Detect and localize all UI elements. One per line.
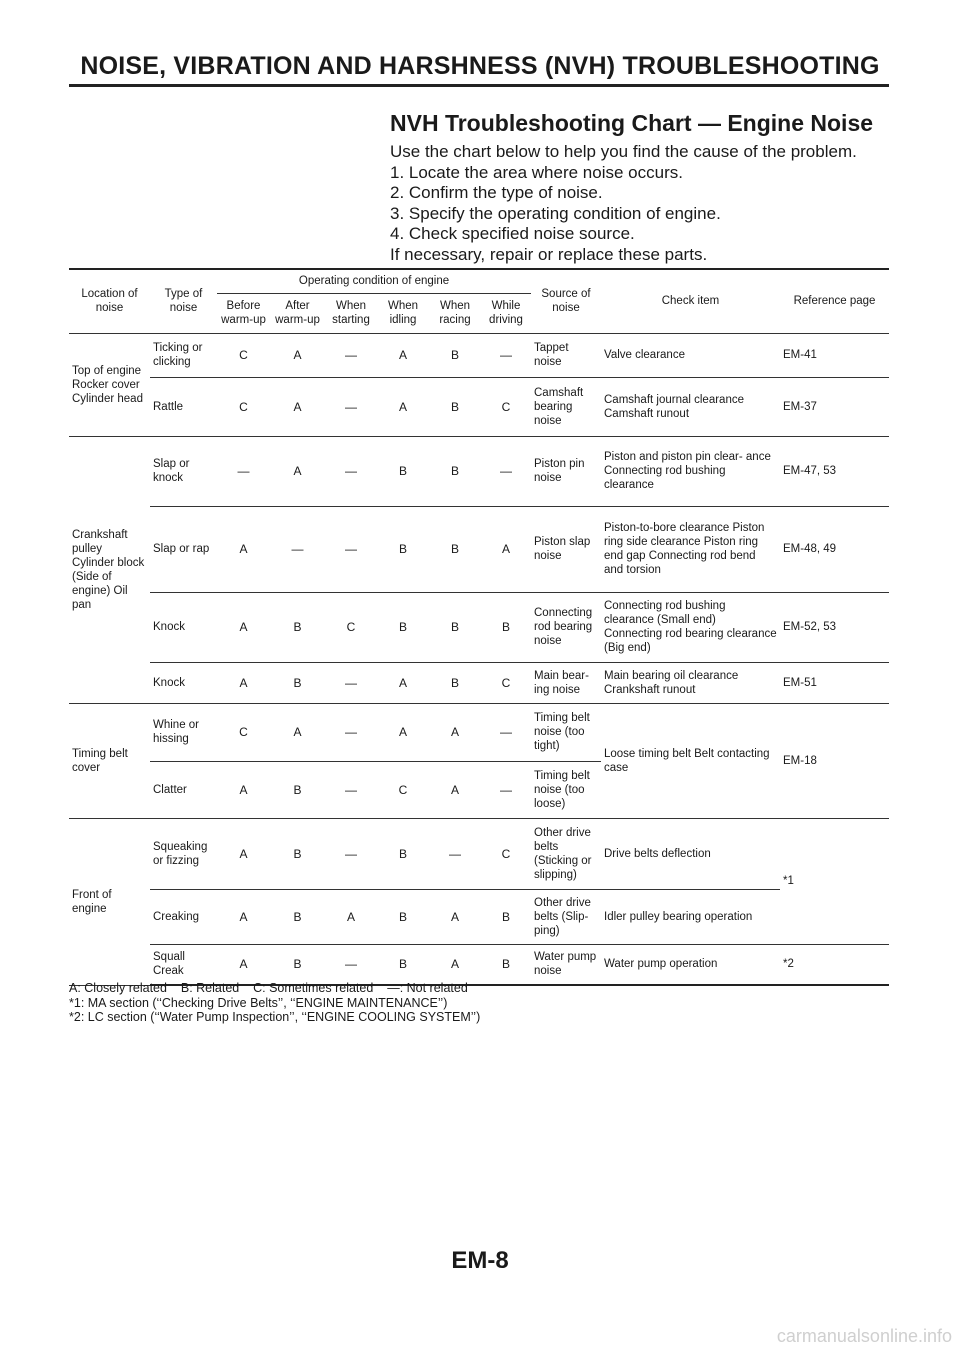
rating-cell: A <box>217 889 270 944</box>
rating-cell: A <box>270 436 325 506</box>
header-condition: When starting <box>325 293 377 333</box>
source-cell: Timing belt noise (too tight) <box>531 703 601 761</box>
rating-cell: A <box>429 761 481 818</box>
rating-cell: A <box>377 662 429 703</box>
rating-cell: — <box>325 662 377 703</box>
rating-cell: B <box>481 944 531 985</box>
type-cell: Knock <box>150 662 217 703</box>
type-cell: Slap or rap <box>150 506 217 592</box>
footnote-2: *2: LC section (‘‘Water Pump Inspection’’, ‘‘ENGINE COOLING SYSTEM’’) <box>69 1010 481 1024</box>
rating-cell: B <box>270 818 325 889</box>
type-cell: Squeaking or fizzing <box>150 818 217 889</box>
check-cell: Idler pulley bearing operation <box>601 889 780 944</box>
header-type: Type of noise <box>150 269 217 333</box>
rating-cell: B <box>481 592 531 662</box>
header-rule <box>69 84 889 87</box>
rating-cell: B <box>377 944 429 985</box>
type-cell: Rattle <box>150 377 217 436</box>
rating-cell: A <box>217 944 270 985</box>
rating-cell: B <box>270 592 325 662</box>
table-row <box>69 944 889 985</box>
check-cell: Main bearing oil clearance Crankshaft runout <box>601 662 780 703</box>
rating-cell: — <box>325 703 377 761</box>
type-cell: Ticking or clicking <box>150 333 217 377</box>
table-row <box>69 333 889 377</box>
check-cell: Camshaft journal clearance Camshaft runout <box>601 377 780 436</box>
type-cell: Clatter <box>150 761 217 818</box>
intro-text <box>390 142 890 265</box>
check-cell: Valve clearance <box>601 333 780 377</box>
page-title: NVH Troubleshooting Chart — Engine Noise <box>390 110 874 136</box>
rating-cell: — <box>325 944 377 985</box>
type-cell: Slap or knock <box>150 436 217 506</box>
intro-line: 4. Check specified noise source. <box>390 224 635 243</box>
table-row <box>69 506 889 592</box>
source-cell: Piston slap noise <box>531 506 601 592</box>
header-condition: After warm-up <box>270 293 325 333</box>
rating-cell: — <box>325 761 377 818</box>
legend-notes <box>69 981 480 1025</box>
rating-cell: A <box>429 944 481 985</box>
rating-cell: — <box>325 818 377 889</box>
reference-cell: *2 <box>780 944 889 985</box>
rating-cell: A <box>217 761 270 818</box>
legend-line: A: Closely related B: Related C: Sometimes related —: Not related <box>69 981 468 995</box>
rating-cell: — <box>325 333 377 377</box>
table-row <box>69 889 889 944</box>
rating-cell: A <box>217 662 270 703</box>
rating-cell: — <box>217 436 270 506</box>
rating-cell: C <box>217 377 270 436</box>
rating-cell: A <box>217 592 270 662</box>
table-row <box>69 592 889 662</box>
rating-cell: B <box>377 889 429 944</box>
rating-cell: A <box>377 377 429 436</box>
rating-cell: — <box>481 436 531 506</box>
header-condition: When racing <box>429 293 481 333</box>
rating-cell: A <box>270 333 325 377</box>
table-row <box>69 662 889 703</box>
source-cell: Camshaft bearing noise <box>531 377 601 436</box>
rating-cell: — <box>270 506 325 592</box>
intro-line: If necessary, repair or replace these parts. <box>390 244 708 264</box>
check-cell: Connecting rod bushing clearance (Small end) Connecting rod bearing clearance (Big end) <box>601 592 780 662</box>
source-cell: Other drive belts (Slip- ping) <box>531 889 601 944</box>
location-cell: Crankshaft pulley Cylinder block (Side of engine) Oil pan <box>69 436 150 703</box>
location-cell: Timing belt cover <box>69 703 150 818</box>
rating-cell: — <box>429 818 481 889</box>
rating-cell: A <box>270 703 325 761</box>
rating-cell: A <box>481 506 531 592</box>
rating-cell: B <box>429 506 481 592</box>
reference-cell: EM-37 <box>780 377 889 436</box>
rating-cell: B <box>429 662 481 703</box>
rating-cell: B <box>377 818 429 889</box>
rating-cell: — <box>325 377 377 436</box>
intro-line: 2. Confirm the type of noise. <box>390 183 603 202</box>
table-row <box>69 818 889 889</box>
rating-cell: A <box>270 377 325 436</box>
rating-cell: — <box>481 761 531 818</box>
check-cell: Piston-to-bore clearance Piston ring side clearance Piston ring end gap Connecting rod bend and torsion <box>601 506 780 592</box>
rating-cell: — <box>325 506 377 592</box>
rating-cell: C <box>377 761 429 818</box>
header-reference: Reference page <box>780 269 889 333</box>
rating-cell: A <box>325 889 377 944</box>
rating-cell: A <box>377 703 429 761</box>
reference-cell: EM-48, 49 <box>780 506 889 592</box>
rating-cell: C <box>481 818 531 889</box>
rating-cell: A <box>217 818 270 889</box>
source-cell: Piston pin noise <box>531 436 601 506</box>
header-condition: Before warm-up <box>217 293 270 333</box>
rating-cell: A <box>429 703 481 761</box>
rating-cell: C <box>481 662 531 703</box>
rating-cell: B <box>377 506 429 592</box>
rating-cell: B <box>270 662 325 703</box>
watermark: carmanualsonline.info <box>776 1326 952 1346</box>
type-cell: Squall Creak <box>150 944 217 985</box>
reference-cell: EM-18 <box>780 703 889 818</box>
rating-cell: B <box>481 889 531 944</box>
rating-cell: C <box>217 703 270 761</box>
rating-cell: B <box>429 592 481 662</box>
source-cell: Tappet noise <box>531 333 601 377</box>
rating-cell: C <box>481 377 531 436</box>
source-cell: Water pump noise <box>531 944 601 985</box>
check-cell: Water pump operation <box>601 944 780 985</box>
type-cell: Creaking <box>150 889 217 944</box>
source-cell: Other drive belts (Sticking or slipping) <box>531 818 601 889</box>
rating-cell: B <box>429 333 481 377</box>
table-row <box>69 377 889 436</box>
intro-line: 3. Specify the operating condition of engine. <box>390 203 721 223</box>
check-cell: Drive belts deflection <box>601 818 780 889</box>
page-number: EM-8 <box>451 1247 509 1274</box>
type-cell: Knock <box>150 592 217 662</box>
rating-cell: B <box>270 761 325 818</box>
header-source: Source of noise <box>531 269 601 333</box>
rating-cell: — <box>481 333 531 377</box>
rating-cell: B <box>377 592 429 662</box>
rating-cell: A <box>429 889 481 944</box>
header-condition: While driving <box>481 293 531 333</box>
reference-cell: EM-41 <box>780 333 889 377</box>
source-cell: Connecting rod bearing noise <box>531 592 601 662</box>
source-cell: Timing belt noise (too loose) <box>531 761 601 818</box>
reference-cell: EM-52, 53 <box>780 592 889 662</box>
table-row <box>69 436 889 506</box>
location-cell: Top of engine Rocker cover Cylinder head <box>69 333 150 436</box>
header-check-item: Check item <box>601 269 780 333</box>
rating-cell: C <box>217 333 270 377</box>
rating-cell: B <box>429 436 481 506</box>
source-cell: Main bear- ing noise <box>531 662 601 703</box>
header-operating-condition: Operating condition of engine <box>217 269 531 293</box>
intro-line: 1. Locate the area where noise occurs. <box>390 162 683 182</box>
rating-cell: C <box>325 592 377 662</box>
table-row <box>69 703 889 761</box>
rating-cell: B <box>429 377 481 436</box>
footnote-1: *1: MA section (‘‘Checking Drive Belts’’, ‘‘ENGINE MAINTENANCE’’) <box>69 995 448 1010</box>
rating-cell: B <box>270 889 325 944</box>
rating-cell: B <box>377 436 429 506</box>
type-cell: Whine or hissing <box>150 703 217 761</box>
location-cell: Front of engine <box>69 818 150 985</box>
reference-cell: EM-47, 53 <box>780 436 889 506</box>
header-condition: When idling <box>377 293 429 333</box>
intro-line: Use the chart below to help you find the cause of the problem. <box>390 142 857 161</box>
rating-cell: B <box>270 944 325 985</box>
reference-cell: EM-51 <box>780 662 889 703</box>
header-location: Location of noise <box>69 269 150 333</box>
nvh-chart-table <box>69 268 889 986</box>
reference-cell: *1 <box>780 818 889 944</box>
section-header: NOISE, VIBRATION AND HARSHNESS (NVH) TROUBLESHOOTING <box>80 52 880 80</box>
check-cell: Loose timing belt Belt contacting case <box>601 703 780 818</box>
rating-cell: A <box>377 333 429 377</box>
rating-cell: — <box>325 436 377 506</box>
check-cell: Piston and piston pin clear- ance Connecting rod bushing clearance <box>601 436 780 506</box>
rating-cell: A <box>217 506 270 592</box>
rating-cell: — <box>481 703 531 761</box>
